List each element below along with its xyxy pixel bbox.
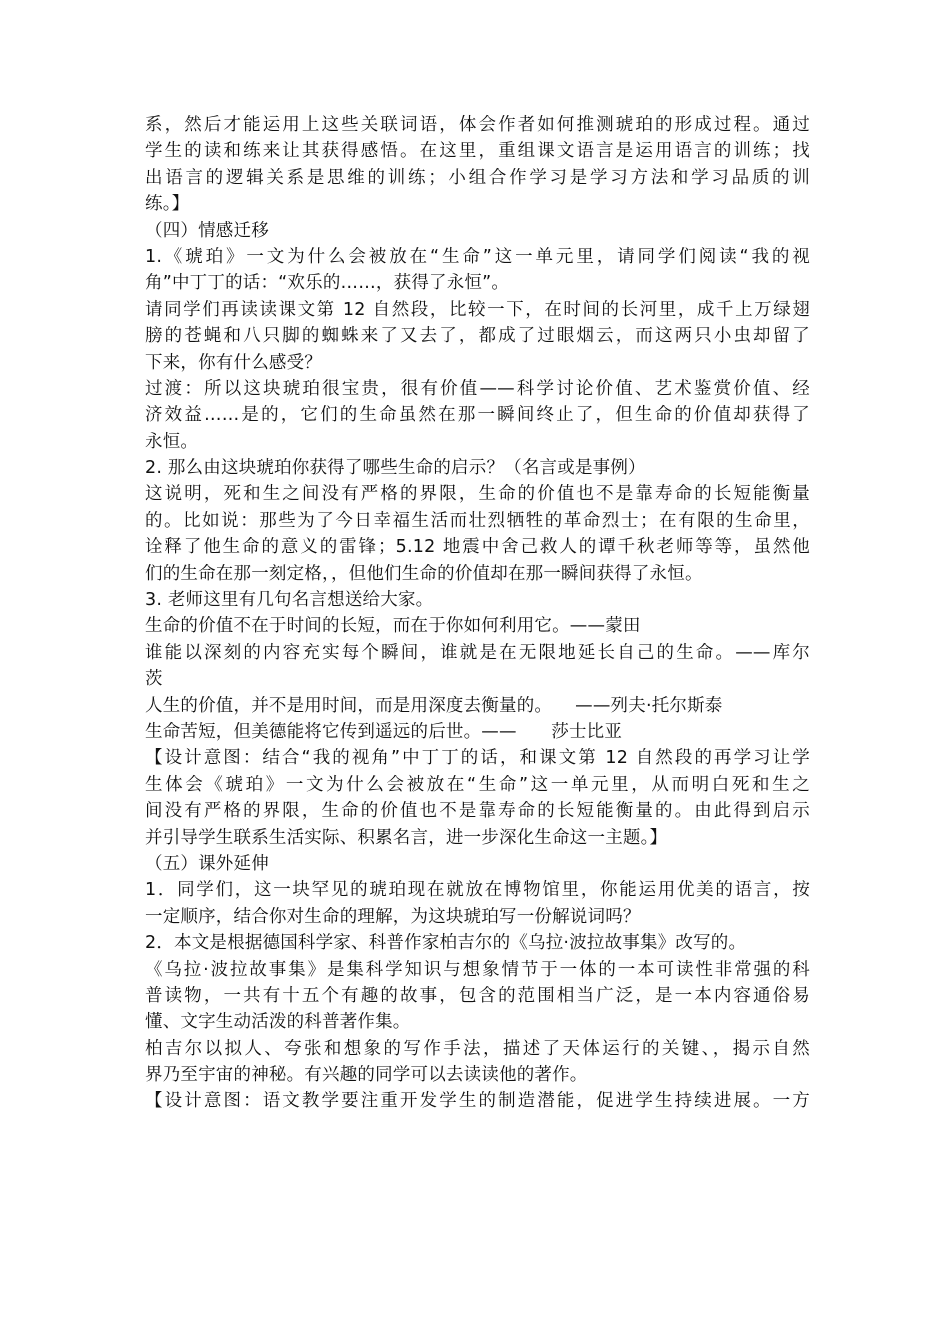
quote-line: 茨 (145, 669, 163, 690)
paragraph-line: 1.《琥珀》一文为什么会被放在“生命”这一单元里，请同学们阅读“我的视 (145, 246, 810, 267)
paragraph-line: 下来，你有什么感受？ (145, 352, 322, 373)
paragraph-line: 系，然后才能运用上这些关联词语，体会作者如何推测琥珀的形成过程。通过 (145, 115, 810, 135)
paragraph-line: 诠释了他生命的意义的雷锋；5.12 地震中舍己救人的谭千秋老师等等，虽然他 (145, 537, 810, 558)
paragraph-line: 们的生命在那一刻定格，，但他们生命的价值却在那一瞬间获得了永恒。 (145, 563, 703, 584)
quote-line: 生命苦短，但美德能将它传到遥远的后世。—— 莎士比亚 (145, 721, 623, 742)
paragraph-line: 学生的读和练来让其获得感悟。在这里，重组课文语言是运用语言的训练；找 (145, 141, 810, 162)
quote-line: 生命的价值不在于时间的长短，而在于你如何利用它。——蒙田 (145, 616, 641, 637)
paragraph-line: 3. 老师这里有几句名言想送给大家。 (145, 590, 434, 611)
design-intent-line: 【设计意图：结合“我的视角”中丁丁的话，和课文第 12 自然段的再学习让学 (145, 748, 810, 769)
quote-line: 谁能以深刻的内容充实每个瞬间，谁就是在无限地延长自己的生命。——库尔 (145, 642, 810, 663)
paragraph-line: 2．本文是根据德国科学家、科普作家柏吉尔的《乌拉·波拉故事集》改写的。 (145, 933, 747, 954)
paragraph-line: 2. 那么由这块琥珀你获得了哪些生命的启示？（名言或是事例） (145, 458, 646, 479)
design-intent-line: 并引导学生联系生活实际、积累名言，进一步深化生命这一主题。】 (145, 827, 668, 848)
section-heading: （五）课外延伸 (145, 853, 269, 874)
quote-line: 人生的价值，并不是用时间，而是用深度去衡量的。 ——列夫·托尔斯泰 (145, 695, 723, 716)
paragraph-line: 《乌拉·波拉故事集》是集科学知识与想象情节于一体的一本可读性非常强的科 (145, 959, 810, 980)
document-page (145, 112, 810, 1115)
paragraph-line: 这说明，死和生之间没有严格的界限，生命的价值也不是靠寿命的长短能衡量 (145, 484, 810, 505)
paragraph-line: 出语言的逻辑关系是思维的训练；小组合作学习是学习方法和学习品质的训 (145, 167, 810, 188)
paragraph-line: 懂、文字生动活泼的科普著作集。 (145, 1012, 411, 1033)
paragraph-line: 1．同学们，这一块罕见的琥珀现在就放在博物馆里，你能运用优美的语言，按 (145, 880, 810, 901)
paragraph-line: 济效益……是的，它们的生命虽然在那一瞬间终止了，但生命的价值却获得了 (145, 405, 810, 426)
paragraph-line: 界乃至宇宙的神秘。有兴趣的同学可以去读读他的著作。 (145, 1065, 588, 1086)
paragraph-line: 练。】 (145, 194, 190, 215)
paragraph-line: 一定顺序，结合你对生命的理解，为这块琥珀写一份解说词吗？ (145, 906, 641, 927)
paragraph-line: 永恒。 (145, 431, 199, 452)
paragraph-line: 的。比如说：那些为了今日幸福生活而壮烈牺牲的革命烈士；在有限的生命里， (145, 510, 810, 531)
paragraph-line: 角”中丁丁的话：“欢乐的……，获得了永恒”。 (145, 273, 510, 294)
paragraph-line: 膀的苍蝇和八只脚的蜘蛛来了又去了，都成了过眼烟云，而这两只小虫却留了 (145, 326, 810, 347)
paragraph-line: 请同学们再读读课文第 12 自然段，比较一下，在时间的长河里，成千上万绿翅 (145, 299, 810, 320)
design-intent-line: 生体会《琥珀》一文为什么会被放在“生命”这一单元里，从而明白死和生之 (145, 774, 810, 795)
design-intent-line: 【设计意图：语文教学要注重开发学生的制造潜能，促进学生持续进展。一方 (145, 1091, 810, 1112)
paragraph-line: 普读物，一共有十五个有趣的故事，包含的范围相当广泛，是一本内容通俗易 (145, 985, 810, 1006)
paragraph-line: 过渡：所以这块琥珀很宝贵，很有价值——科学讨论价值、艺术鉴赏价值、经 (145, 378, 810, 399)
section-heading: （四）情感迁移 (145, 220, 269, 241)
design-intent-line: 间没有严格的界限，生命的价值也不是靠寿命的长短能衡量的。由此得到启示 (145, 801, 810, 822)
paragraph-line: 柏吉尔以拟人、夸张和想象的写作手法，描述了天体运行的关键、，揭示自然 (145, 1038, 810, 1059)
